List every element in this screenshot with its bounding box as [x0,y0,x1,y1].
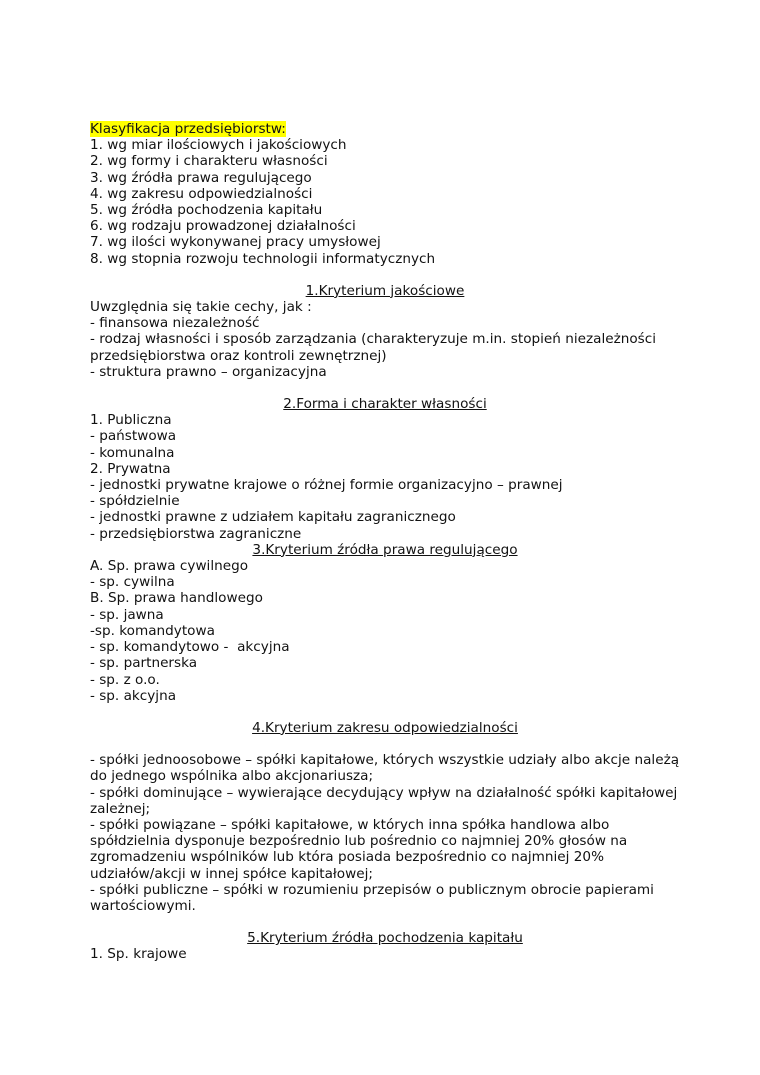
section2-line: - jednostki prywatne krajowe o różnej formie organizacyjno – prawnej [90,477,563,494]
section3-line: - sp. partnerska [90,655,198,672]
section2-line: - komunalna [90,444,175,461]
section2-line: - jednostki prawne z udziałem kapitału zagranicznego [90,509,456,526]
spacer [90,914,680,930]
criteria-item: 4. wg zakresu odpowiedzialności [90,185,313,202]
section3-line: B. Sp. prawa handlowego [90,590,263,607]
section2-line: - spółdzielnie [90,493,180,510]
criteria-item: 5. wg źródła pochodzenia kapitału [90,202,323,219]
section1-intro: Uwzględnia się takie cechy, jak : [90,299,312,316]
criteria-item: 3. wg źródła prawa regulującego [90,169,312,186]
section3-line: - sp. jawna [90,606,164,623]
spacer [90,380,680,396]
section3-line: - sp. z o.o. [90,671,160,688]
section-heading [90,720,680,736]
section2-line: - przedsiębiorstwa zagraniczne [90,525,302,542]
section1-item: - rodzaj własności i sposób zarządzania (charakteryzuje m.in. stopień niezależności przedsiębiorstwa oraz kontroli zewnętrznej) [90,331,656,364]
section-heading [90,542,680,558]
criteria-item: 2. wg formy i charakteru własności [90,153,328,170]
section-heading [90,396,680,412]
document-title [90,121,680,137]
section2-line: - państwowa [90,428,177,445]
section5-heading: 5.Kryterium źródła pochodzenia kapitału [247,930,523,947]
spacer [90,267,680,283]
section1-heading: 1.Kryterium jakościowe [305,282,465,299]
criteria-item: 8. wg stopnia rozwoju technologii informatycznych [90,250,436,267]
section2-line: 2. Prywatna [90,460,171,477]
section-heading [90,283,680,299]
spacer [90,704,680,720]
section4-item: - spółki dominujące – wywierające decydujący wpływ na działalność spółki kapitałowej zależnej; [90,784,678,817]
section1-item: - finansowa niezależność [90,315,260,332]
section4-item: - spółki publiczne – spółki w rozumieniu przepisów o publicznym obrocie papierami wartościowymi. [90,881,654,914]
criteria-item: 6. wg rodzaju prowadzonej działalności [90,218,356,235]
section2-heading: 2.Forma i charakter własności [283,396,487,413]
spacer [90,736,680,752]
section3-line: A. Sp. prawa cywilnego [90,558,249,575]
section3-heading: 3.Kryterium źródła prawa regulującego [252,541,518,558]
section3-line: - sp. komandytowo - akcyjna [90,639,290,656]
section5-line: 1. Sp. krajowe [90,946,187,963]
section4-heading: 4.Kryterium zakresu odpowiedzialności [252,719,518,736]
section3-line: -sp. komandytowa [90,622,215,639]
section4-item: - spółki jednoosobowe – spółki kapitałowe, których wszystkie udziały albo akcje należą do jednego wspólnika albo akcjonariusza; [90,752,680,785]
criteria-item: 1. wg miar ilościowych i jakościowych [90,137,347,154]
section1-item: - struktura prawno – organizacyjna [90,363,327,380]
section2-line: 1. Publiczna [90,412,172,429]
document-body [90,121,680,963]
section3-line: - sp. cywilna [90,574,175,591]
section3-line: - sp. akcyjna [90,687,177,704]
criteria-item: 7. wg ilości wykonywanej pracy umysłowej [90,234,381,251]
title-highlight: Klasyfikacja przedsiębiorstw: [90,121,286,137]
section4-item: - spółki powiązane – spółki kapitałowe, w których inna spółka handlowa albo spółdzielnia dysponuje bezpośrednio lub pośrednio co najmniej 20% głosów na zgromadzeniu wspólników lub która posiada bezpośrednio co najmniej 20% udziałów/akcji w innej spółce kapitałowej; [90,816,628,882]
section-heading [90,930,680,946]
